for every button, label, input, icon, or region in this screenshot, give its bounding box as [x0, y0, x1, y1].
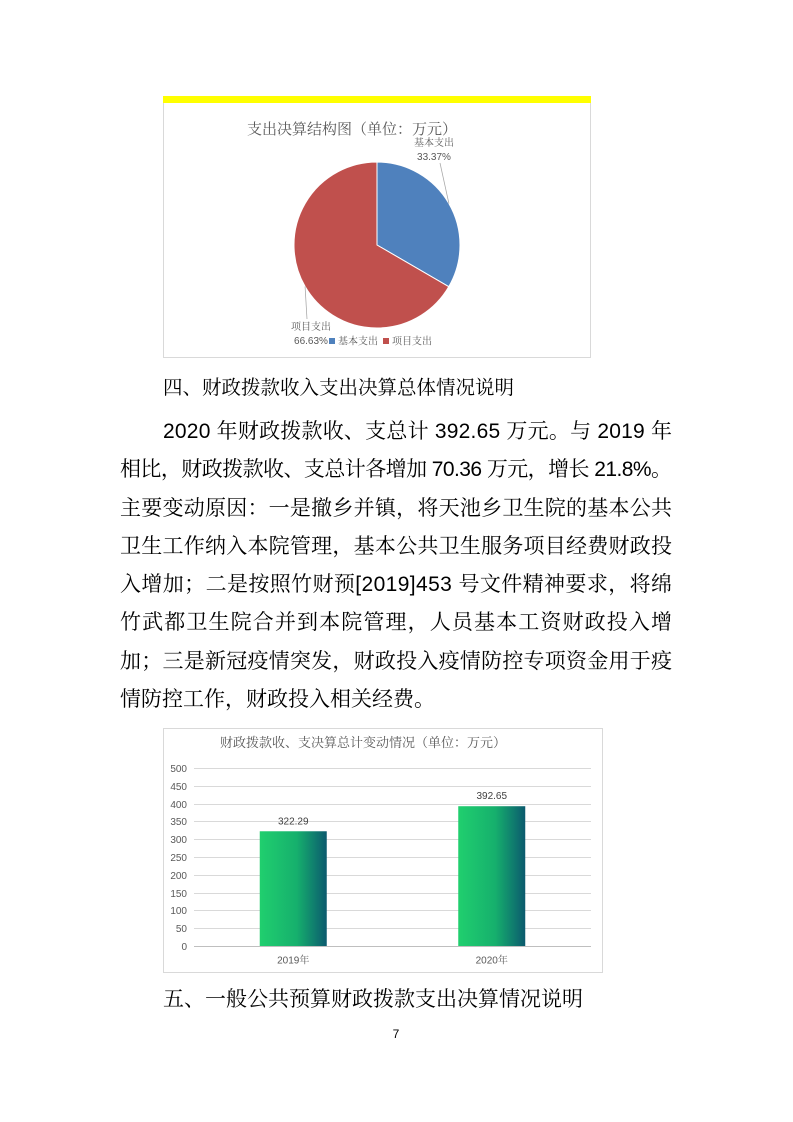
paragraph-line [120, 566, 680, 604]
slice-label-basic-expenditure: 基本支出 [414, 138, 454, 149]
bar-value-label-2020: 392.65 [476, 791, 508, 803]
legend-swatch-basic-expenditure [329, 338, 335, 344]
y-tick-label: 350 [170, 817, 187, 828]
legend-label-basic-expenditure: 基本支出 [338, 336, 378, 348]
x-tick-label-2019: 2019年 [277, 955, 310, 967]
y-tick-label: 250 [170, 853, 187, 864]
paragraph-line [120, 451, 680, 489]
section-four-paragraph [120, 413, 680, 719]
y-tick-label: 400 [170, 800, 187, 811]
paragraph-line-text: 相比，财政拨款收、支总计各增加 70.36 万元，增长 21.8%。 [120, 458, 672, 482]
x-tick-label-2020: 2020年 [475, 955, 508, 967]
paragraph-line-text: 竹武都卫生院合并到本院管理，人员基本工资财政投入增 [120, 611, 674, 635]
legend-swatch-project-expenditure [383, 338, 389, 344]
paragraph-line [120, 643, 680, 681]
bar-chart-title: 财政拨款收、支决算总计变动情况（单位：万元） [220, 735, 507, 750]
paragraph-line-text: 入增加；二是按照竹财预[2019]453 号文件精神要求，将绵 [120, 573, 673, 597]
bar-2020 [458, 806, 525, 946]
bar-value-label-2019: 322.29 [277, 816, 309, 828]
y-tick-label: 450 [170, 782, 187, 793]
pie-chart-title: 支出决算结构图（单位：万元） [247, 121, 458, 138]
paragraph-line-text: 卫生工作纳入本院管理，基本公共卫生服务项目经费财政投 [120, 534, 673, 558]
paragraph-line-text: 情防控工作，财政投入相关经费。 [120, 688, 435, 712]
section-four-heading: 四、财政拨款收入支出决算总体情况说明 [163, 377, 515, 399]
page-number: 7 [392, 1027, 400, 1041]
paragraph-line-text: 2020 年财政拨款收、支总计 392.65 万元。与 2019 年 [163, 420, 673, 443]
paragraph-line [120, 681, 680, 719]
pie-chart-frame [163, 96, 591, 358]
section-five-heading: 五、一般公共预算财政拨款支出决算情况说明 [163, 988, 583, 1011]
pie-chart [164, 97, 590, 357]
slice-percent-basic-expenditure: 33.37% [417, 152, 451, 163]
y-tick-label: 150 [170, 889, 187, 900]
slice-label-project-expenditure: 项目支出 [291, 322, 331, 333]
y-tick-label: 0 [181, 942, 187, 953]
bar-chart [164, 729, 602, 972]
paragraph-line [120, 413, 680, 451]
legend-label-project-expenditure: 项目支出 [392, 336, 432, 348]
y-tick-label: 100 [170, 906, 187, 917]
bar-chart-frame [163, 728, 603, 973]
y-tick-label: 200 [170, 871, 187, 882]
bar-2019 [260, 831, 327, 946]
leader-line-project-expenditure [305, 286, 307, 319]
y-tick-label: 300 [170, 835, 187, 846]
paragraph-line [120, 604, 680, 642]
paragraph-line-text: 主要变动原因：一是撤乡并镇，将天池乡卫生院的基本公共 [120, 496, 673, 520]
paragraph-line-text: 加；三是新冠疫情突发，财政投入疫情防控专项资金用于疫 [120, 649, 673, 673]
y-tick-label: 500 [170, 764, 187, 775]
paragraph-line [120, 490, 680, 528]
paragraph-line [120, 528, 680, 566]
y-tick-label: 50 [175, 924, 187, 935]
slice-percent-project-expenditure: 66.63% [294, 336, 328, 347]
